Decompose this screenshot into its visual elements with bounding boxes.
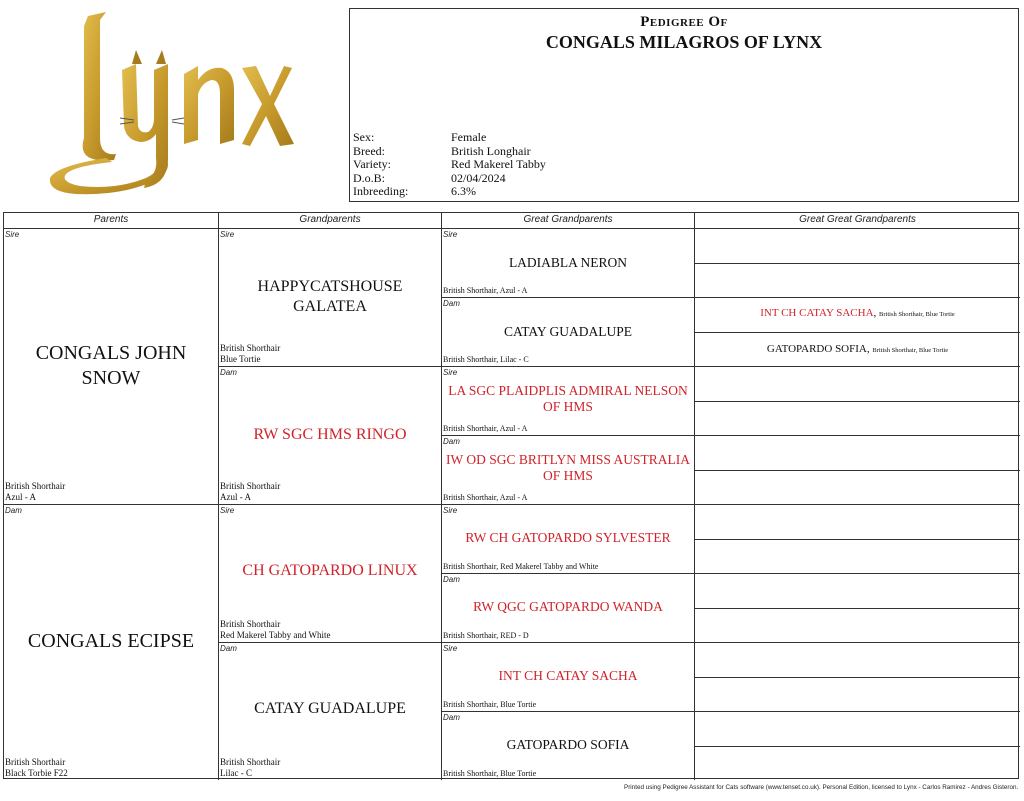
- grandparent-cell-4: Dam CATAY GUADALUPE British Shorthair Lilac - C: [218, 642, 441, 780]
- great-grandparent-name-6: RW QGC GATOPARDO WANDA: [473, 599, 663, 614]
- great-grandparent-cell-1: Sire LADIABLA NERON British Shorthair, Azul - A: [441, 228, 694, 297]
- great-grandparent-cell-4: Dam IW OD SGC BRITLYN MISS AUSTRALIA OF HMS British Shorthair, Azul - A: [441, 435, 694, 504]
- ggp-cell-10: [694, 539, 1020, 574]
- great-grandparent-name-7: INT CH CATAY SACHA: [498, 668, 638, 683]
- ggp-cell-8: [694, 470, 1020, 505]
- column-header-grandparents: Grandparents: [218, 213, 441, 228]
- grandparent-cell-2: Dam RW SGC HMS RINGO British Shorthair Azul - A: [218, 366, 441, 504]
- ggp-cell-14: [694, 677, 1020, 712]
- column-header-parents: Parents: [93, 214, 129, 225]
- great-grandparent-cell-5: Sire RW CH GATOPARDO SYLVESTER British Shorthair, Red Makerel Tabby and White: [441, 504, 694, 573]
- great-grandparent-name-4: IW OD SGC BRITLYN MISS AUSTRALIA OF HMS: [445, 452, 691, 483]
- great-grandparent-cell-2: Dam CATAY GUADALUPE British Shorthair, Lilac - C: [441, 297, 694, 366]
- great-grandparent-name-1: LADIABLA NERON: [508, 255, 628, 270]
- footer-credit: Printed using Pedigree Assistant for Cats software (www.tenset.co.uk). Personal Edition, licensed to Lynx - Carlos Ramirez - Andres Gisteron.: [624, 784, 1019, 791]
- great-grandparent-name-2: CATAY GUADALUPE: [503, 324, 633, 339]
- ggp-name-3: INT CH CATAY SACHA: [760, 307, 874, 319]
- lynx-logo: [36, 8, 296, 198]
- ggp-name-4: GATOPARDO SOFIA: [766, 342, 867, 355]
- ggp-cell-3: INT CH CATAY SACHA, British Shorthair, Blue Tortie: [694, 297, 1020, 332]
- detail-breed: Breed: British Longhair: [353, 143, 531, 158]
- great-grandparent-name-8: GATOPARDO SOFIA: [506, 737, 630, 752]
- parent-dam-name: CONGALS ECIPSE: [27, 630, 195, 652]
- great-grandparent-cell-8: Dam GATOPARDO SOFIA British Shorthair, Blue Tortie: [441, 711, 694, 780]
- grandparent-name-1: HAPPYCATSHOUSE GALATEA: [257, 278, 403, 315]
- parent-sire-name: CONGALS JOHN SNOW: [35, 342, 187, 389]
- ggp-cell-16: [694, 746, 1020, 781]
- parent-dam-cell: Dam CONGALS ECIPSE British Shorthair Black Torbie F22: [4, 504, 218, 780]
- cat-name-title: CONGALS MILAGROS OF LYNX: [545, 32, 823, 52]
- great-grandparent-cell-3: Sire LA SGC PLAIDPLIS ADMIRAL NELSON OF HMS British Shorthair, Azul - A: [441, 366, 694, 435]
- ggp-cell-13: [694, 642, 1020, 677]
- detail-sex: Sex: Female: [353, 130, 487, 144]
- great-grandparent-cell-6: Dam RW QGC GATOPARDO WANDA British Shorthair, RED - D: [441, 573, 694, 642]
- ggp-cell-1: [694, 228, 1020, 263]
- grandparent-name-3: CH GATOPARDO LINUX: [242, 562, 418, 579]
- grandparent-cell-1: Sire HAPPYCATSHOUSE GALATEA British Shorthair Blue Tortie: [218, 228, 441, 366]
- ggp-cell-7: [694, 435, 1020, 470]
- parent-sire-cell: Sire CONGALS JOHN SNOW British Shorthair Azul - A: [4, 228, 218, 504]
- ggp-cell-5: [694, 366, 1020, 401]
- grandparent-cell-3: Sire CH GATOPARDO LINUX British Shorthair Red Makerel Tabby and White: [218, 504, 441, 642]
- cat-details: [353, 131, 546, 199]
- column-header-great-great-grandparents: Great Great Grandparents: [694, 213, 1020, 228]
- great-grandparent-name-3: LA SGC PLAIDPLIS ADMIRAL NELSON OF HMS: [448, 383, 688, 414]
- detail-inbreeding: Inbreeding: 6.3%: [353, 184, 476, 199]
- ggp-cell-4: GATOPARDO SOFIA, British Shorthair, Blue Tortie: [694, 332, 1020, 367]
- great-grandparent-cell-7: Sire INT CH CATAY SACHA British Shorthair, Blue Tortie: [441, 642, 694, 711]
- ggp-cell-2: [694, 263, 1020, 298]
- pedigree-heading: Pedigree Of: [640, 14, 728, 30]
- detail-variety: Variety: Red Makerel Tabby: [353, 157, 546, 172]
- pedigree-grid: [3, 212, 1019, 779]
- ggp-cell-15: [694, 711, 1020, 746]
- pedigree-info-box: [349, 8, 1019, 202]
- ggp-cell-12: [694, 608, 1020, 643]
- ggp-cell-6: [694, 401, 1020, 436]
- ggp-cell-11: [694, 573, 1020, 608]
- great-grandparent-name-5: RW CH GATOPARDO SYLVESTER: [465, 530, 671, 545]
- detail-dob: D.o.B: 02/04/2024: [353, 170, 506, 185]
- grandparent-name-4: CATAY GUADALUPE: [254, 700, 406, 717]
- ggp-cell-9: [694, 504, 1020, 539]
- grandparent-name-2: RW SGC HMS RINGO: [253, 426, 407, 443]
- column-header-great-grandparents: Great Grandparents: [441, 213, 694, 228]
